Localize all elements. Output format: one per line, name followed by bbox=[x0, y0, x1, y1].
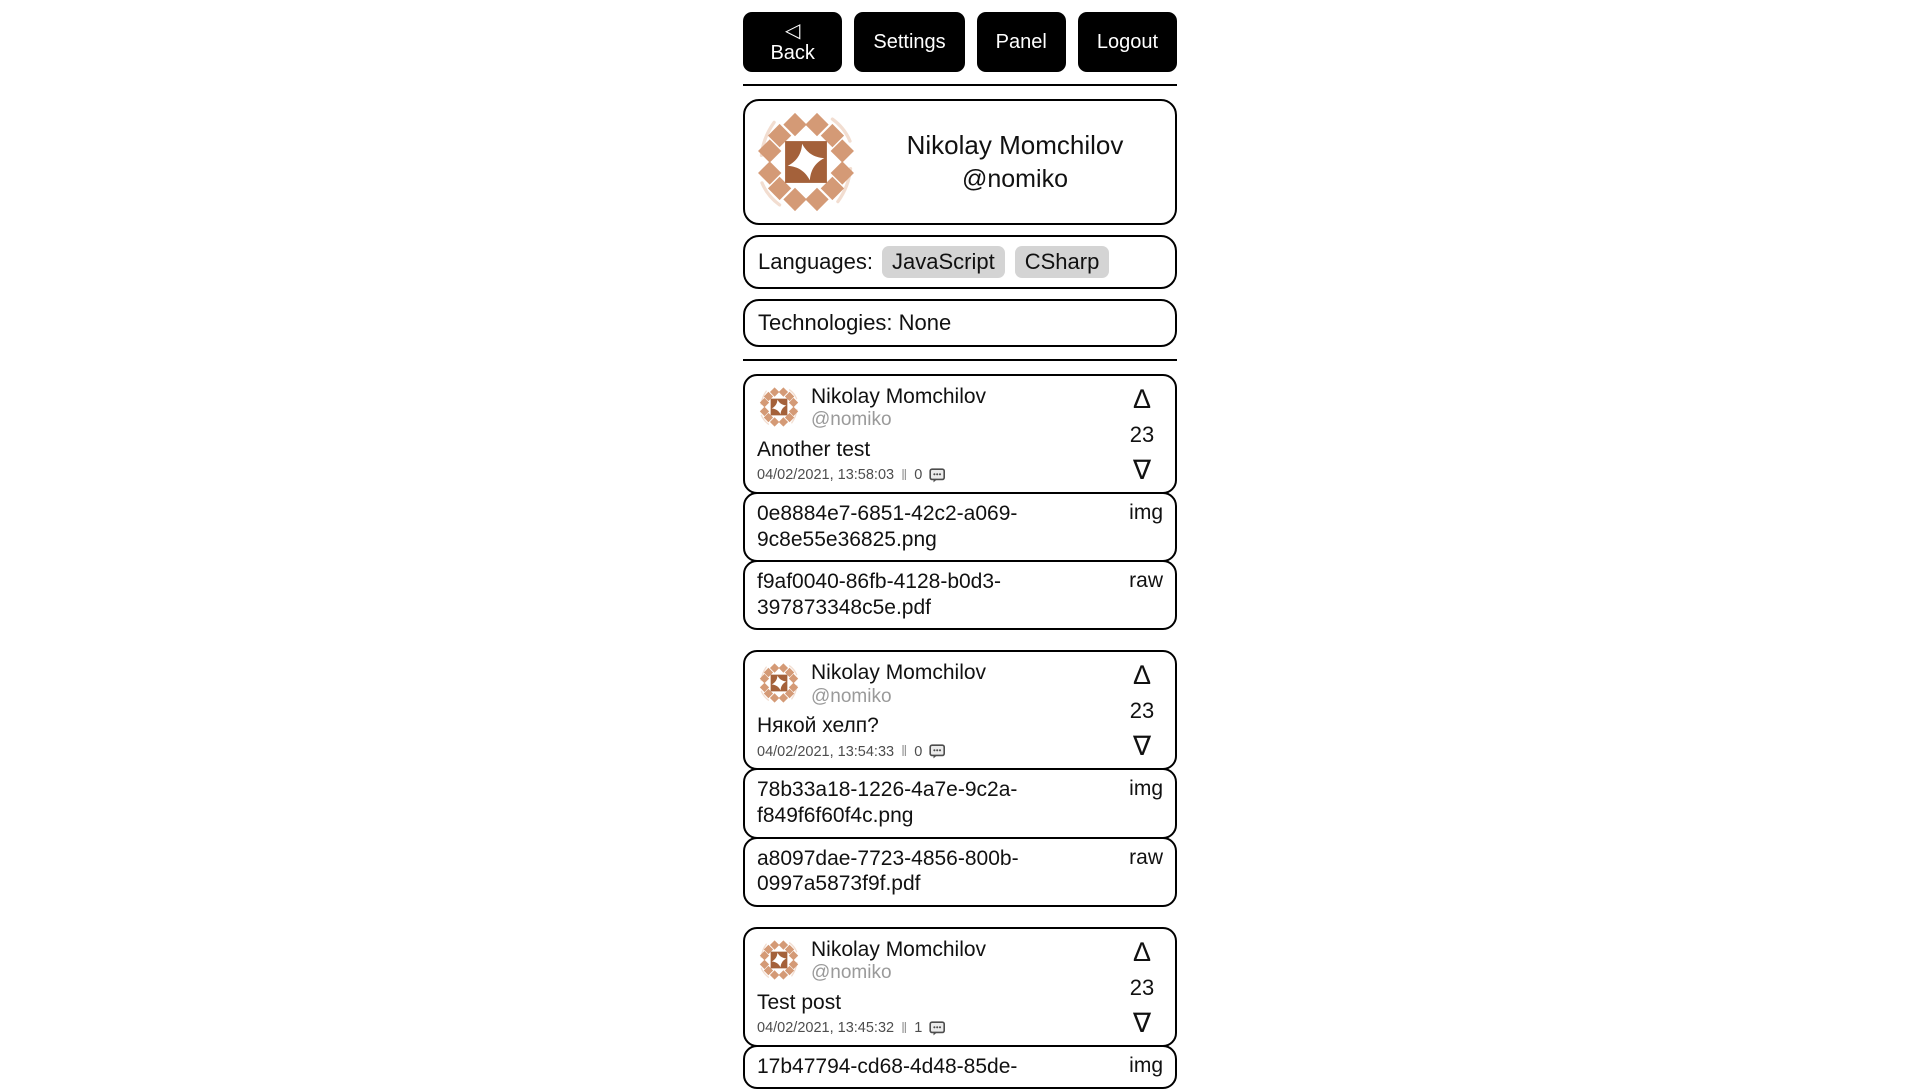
post-header[interactable] bbox=[743, 927, 1177, 1047]
post-author-avatar bbox=[757, 385, 801, 429]
post-author-handle: @nomiko bbox=[811, 685, 892, 707]
post-card bbox=[743, 650, 1177, 906]
profile-handle: @nomiko bbox=[962, 164, 1068, 193]
profile-page bbox=[743, 0, 1177, 1089]
comment-count: 0 bbox=[914, 467, 923, 484]
vote-score: 23 bbox=[1129, 698, 1155, 724]
post-author-names bbox=[811, 938, 986, 985]
post-timestamp: 04/02/2021, 13:45:32 bbox=[757, 1020, 895, 1037]
attachment-filename: 17b47794-cd68-4d48-85de- bbox=[757, 1054, 1018, 1078]
attachment-filename: 78b33a18-1226-4a7e-9c2a-f849f6f60f4c.png bbox=[757, 778, 1018, 827]
post-author-handle: @nomiko bbox=[811, 409, 892, 431]
attachment-filename: 0e8884e7-6851-42c2-a069-9c8e55e36825.png bbox=[757, 501, 1018, 551]
post-title: Някой хелп? bbox=[757, 714, 879, 738]
post-meta bbox=[757, 743, 1163, 760]
downvote-button[interactable]: ∇ bbox=[1132, 454, 1152, 485]
meta-separator: ‖ bbox=[901, 1019, 908, 1037]
attachment-filename: f9af0040-86fb-4128-b0d3-397873348c5e.pdf bbox=[757, 570, 1002, 619]
comment-count: 0 bbox=[914, 743, 923, 760]
post-author-avatar bbox=[757, 938, 801, 982]
settings-button[interactable]: Settings bbox=[854, 12, 964, 72]
attachments bbox=[743, 1045, 1177, 1089]
profile-name: Nikolay Momchilov bbox=[906, 129, 1124, 160]
vote-column bbox=[1125, 386, 1159, 484]
post-timestamp: 04/02/2021, 13:58:03 bbox=[757, 467, 895, 484]
vote-column bbox=[1125, 936, 1159, 1038]
vote-column bbox=[1125, 662, 1159, 760]
post-card bbox=[743, 927, 1177, 1089]
comment-count: 1 bbox=[914, 1020, 923, 1037]
post-author-row bbox=[757, 938, 1163, 985]
post-timestamp: 04/02/2021, 13:54:33 bbox=[757, 743, 895, 760]
profile-names bbox=[861, 129, 1169, 195]
logout-button[interactable]: Logout bbox=[1078, 12, 1177, 72]
languages-badges bbox=[882, 246, 1109, 278]
post-author-name: Nikolay Momchilov bbox=[811, 661, 987, 685]
comment-bubble-icon bbox=[929, 744, 946, 759]
attachment-row[interactable] bbox=[743, 837, 1177, 907]
posts-divider bbox=[743, 359, 1177, 361]
attachment-row[interactable] bbox=[743, 768, 1177, 838]
meta-separator: ‖ bbox=[901, 466, 908, 484]
comment-bubble-icon bbox=[929, 1021, 946, 1036]
top-nav bbox=[743, 12, 1177, 72]
downvote-button[interactable]: ∇ bbox=[1132, 1007, 1152, 1038]
language-badge: JavaScript bbox=[882, 246, 1005, 278]
attachments bbox=[743, 768, 1177, 906]
languages-card bbox=[743, 235, 1177, 289]
attachment-type-label: img bbox=[1129, 777, 1163, 801]
post-header[interactable] bbox=[743, 374, 1177, 494]
post-author-row bbox=[757, 385, 1163, 432]
technologies-card bbox=[743, 299, 1177, 347]
meta-separator: ‖ bbox=[901, 743, 908, 761]
post-author-names bbox=[811, 661, 986, 708]
top-divider bbox=[743, 84, 1177, 86]
language-badge: CSharp bbox=[1015, 246, 1110, 278]
back-button[interactable]: ◁ Back bbox=[743, 12, 842, 72]
attachment-row[interactable] bbox=[743, 1045, 1177, 1089]
attachment-filename: a8097dae-7723-4856-800b-0997a5873f9f.pdf bbox=[757, 846, 1019, 896]
post-card bbox=[743, 374, 1177, 630]
post-author-row bbox=[757, 661, 1163, 708]
attachment-row[interactable] bbox=[743, 492, 1177, 562]
languages-label: Languages: bbox=[758, 249, 873, 274]
post-author-name: Nikolay Momchilov bbox=[811, 385, 987, 408]
post-header[interactable] bbox=[743, 650, 1177, 770]
identicon-avatar-graphic bbox=[751, 107, 861, 217]
post-author-handle: @nomiko bbox=[811, 961, 892, 983]
post-meta bbox=[757, 1020, 1163, 1037]
upvote-button[interactable]: ∆ bbox=[1133, 384, 1151, 414]
profile-card bbox=[743, 99, 1177, 225]
post-meta bbox=[757, 467, 1163, 484]
identicon-avatar-graphic bbox=[757, 661, 801, 705]
post-author-avatar bbox=[757, 661, 801, 705]
posts-list bbox=[743, 374, 1177, 1089]
vote-score: 23 bbox=[1129, 974, 1155, 1000]
post-author-names bbox=[811, 385, 986, 432]
comment-bubble-icon bbox=[929, 468, 946, 483]
technologies-label: Technologies: None bbox=[758, 310, 952, 335]
attachment-type-label: raw bbox=[1129, 845, 1163, 869]
attachment-row[interactable] bbox=[743, 560, 1177, 630]
vote-score: 23 bbox=[1129, 421, 1155, 447]
post-title: Test post bbox=[757, 990, 842, 1014]
downvote-button[interactable]: ∇ bbox=[1132, 731, 1152, 762]
attachment-type-label: img bbox=[1129, 1053, 1163, 1077]
attachment-type-label: raw bbox=[1129, 569, 1163, 593]
identicon-avatar-graphic bbox=[757, 385, 801, 429]
post-title: Another test bbox=[757, 437, 871, 461]
post-author-name: Nikolay Momchilov bbox=[811, 937, 987, 961]
profile-avatar bbox=[751, 107, 861, 217]
panel-button[interactable]: Panel bbox=[977, 12, 1066, 72]
attachments bbox=[743, 492, 1177, 630]
attachment-type-label: img bbox=[1129, 500, 1163, 524]
identicon-avatar-graphic bbox=[757, 938, 801, 982]
upvote-button[interactable]: ∆ bbox=[1133, 936, 1151, 967]
upvote-button[interactable]: ∆ bbox=[1133, 660, 1151, 691]
